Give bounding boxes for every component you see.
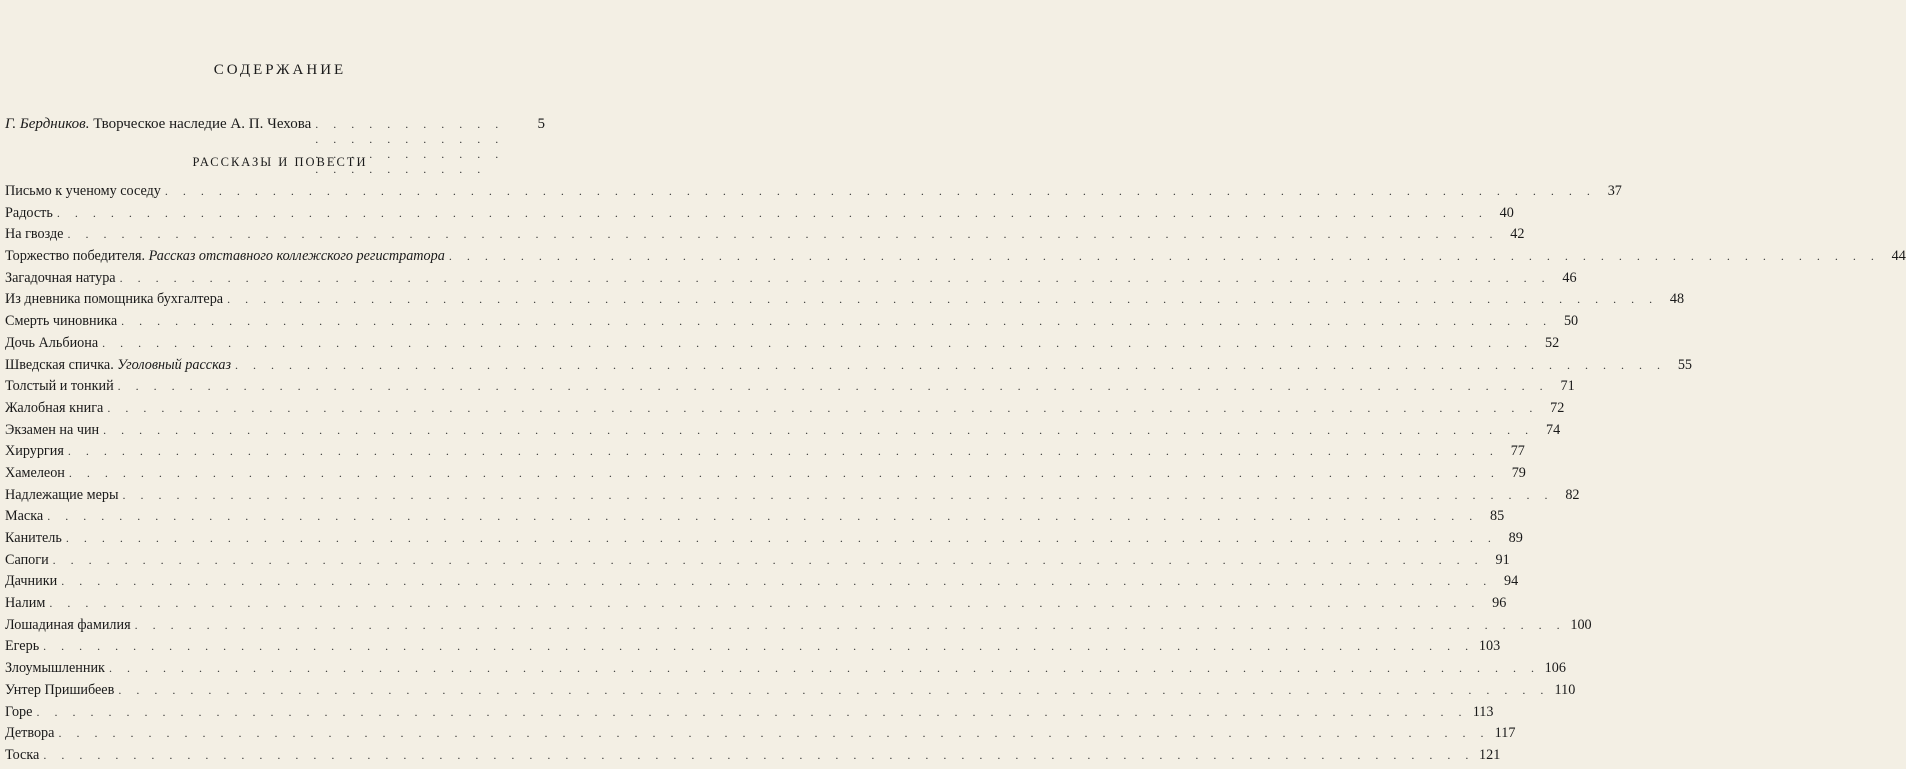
leader-dots: . . . . . . . . . . . . . . . . . . . . . . . . . . . . . . . . . . . . . . . . . . . . . . . . . . . . . . . . . . . . . . . . . . . . . . . . . . . . . . . .	[448, 249, 1880, 264]
intro-title: Творческое наследие А. П. Чехова	[93, 116, 312, 132]
leader-dots: . . . . . . . . . . . . . . . . . . . . . . . . . . . . . . . . . . . . . . . . . . . . . . . . . . . . . . . . . . . . . . . . . . . . . . . . . . . . . . . .	[102, 335, 1534, 350]
toc-entry[interactable]	[5, 725, 1516, 747]
leader-dots: . . . . . . . . . . . . . . . . . . . . . . . . . . . . . . . . . . . . . . . . . . . . . . . . . . . . . . . . . . . . . . . . . . . . . . . . . . . . . . . .	[68, 465, 1500, 480]
leader-dots: . . . . . . . . . . . . . . . . . . . . . . . . . . . . . . . . . . . . . . . . . . . . . . . . . . . . . . . . . . . . . . . . . . . . . . . . . . . . . . . .	[36, 704, 1468, 719]
toc-entry[interactable]	[5, 703, 1494, 726]
toc-entry-page-number: 110	[1554, 681, 1576, 698]
toc-entry-page-number: 44	[1891, 248, 1906, 265]
toc-entry-title: Радость	[5, 204, 53, 221]
toc-entry[interactable]	[5, 313, 1579, 335]
toc-entry-title: Письмо к ученому соседу	[5, 183, 161, 199]
toc-entry-label	[5, 248, 445, 265]
toc-entry-label	[5, 335, 98, 352]
intro-label	[5, 116, 311, 133]
toc-entry-page-number: 103	[1478, 638, 1501, 655]
toc-entry[interactable]	[5, 638, 1501, 660]
leader-dots: . . . . . . . . . . . . . . . . . . . . . . . . . . . . . . . . . . . . . . . . . . . . . . . . . . . . . . . . . . . . . . . . . . . . . . . . . . . . . . . .	[47, 509, 1479, 524]
toc-entry-page-number: 113	[1472, 703, 1494, 720]
toc-entry-page-number: 121	[1479, 746, 1501, 763]
toc-entry-page-number: 48	[1669, 291, 1685, 308]
toc-entry-title: Канитель	[5, 530, 62, 546]
toc-entry-page-number: 94	[1504, 573, 1519, 590]
toc-entry-title: На гвозде	[5, 226, 64, 243]
toc-entry-label	[5, 682, 114, 699]
toc-entry[interactable]	[5, 660, 1566, 682]
leader-dots: . . . . . . . . . . . . . . . . . . . . . . . . . . . . . . . . . . . . . . . . . . . . . . . . . . . . . . . . . . . . . . . . . . . . . . . . . . . . . . . .	[119, 270, 1551, 285]
toc-entry-title: Экзамен на чин	[5, 421, 100, 438]
toc-entry[interactable]	[5, 248, 1906, 270]
toc-entry-label	[5, 422, 99, 439]
toc-entry-label	[5, 400, 103, 417]
leader-dots: . . . . . . . . . . . . . . . . . . . . . . . . . . . . . . . . . . . . . . . . . . . . . . . . . . . . . . . . . . . . . . . . . . . . . . . . . . . . . . . .	[103, 422, 1535, 437]
toc-entry-label	[5, 487, 119, 504]
toc-entry[interactable]	[5, 399, 1565, 422]
leader-dots: . . . . . . . . . . . . . . . . . . . . . . . . . . . . . . . . . . . . . . . . . . . . . . . . . . . . . . . . . . . . . . . . . . . . . . . . . . . . . . . .	[117, 379, 1549, 394]
toc-entry[interactable]	[5, 334, 1560, 357]
toc-entry-label	[5, 465, 65, 482]
toc-entry-page-number: 72	[1550, 399, 1565, 416]
toc-entry-page-number: 91	[1495, 551, 1510, 568]
toc-entry-title: Сапоги	[5, 551, 49, 568]
toc-entry-label	[5, 183, 161, 200]
leader-dots: . . . . . . . . . . . . . . . . . . . . . . . . . . . . . . . . . . . . . . . . . . . . . . . . . . . . . . . . . . . . . . . . . . . . . . . . . . . . . . . .	[67, 227, 1499, 242]
toc-entry[interactable]	[5, 378, 1575, 400]
leader-dots: . . . . . . . . . . . . . . . . . . . . . . . . . . . . . . . . . . . . . . . . . . . . . . . . . . . . . . . . . . . . . . . . . . . . . . . . . . . . . . . .	[43, 639, 1475, 654]
leader-dots: . . . . . . . . . . . . . . . . . . . . . . . . . . . . . . . . . . . . . . . . . . . . . . . . . . . . . . . . . . . . . . . . . . . . . . . . . . . . . . . .	[65, 531, 1497, 545]
toc-entry-title: Надлежащие меры	[5, 486, 119, 503]
toc-entry-page-number: 100	[1570, 616, 1592, 633]
toc-entry[interactable]	[5, 464, 1526, 487]
toc-entry-page-number: 106	[1544, 660, 1566, 677]
toc-entry-label	[5, 725, 54, 742]
toc-entry-page-number: 82	[1565, 486, 1580, 503]
leader-dots: . . . . . . . . . . . . . . . . . . . . . . . . . . . . . . . . . . . . . . . . . . . . . . . . . . . . . . . . . . . . . . . . . . . . . . . . . . . . . . . .	[121, 314, 1553, 329]
toc-entry-page-number: 96	[1492, 595, 1507, 612]
toc-entry[interactable]	[5, 681, 1576, 704]
section-title: РАССКАЗЫ И ПОВЕСТИ	[192, 155, 368, 169]
toc-entry-title: Толстый и тонкий	[5, 378, 114, 395]
leader-dots: . . . . . . . . . . . . . . . . . . . . . . . . . . . . . . . . . . . . . . . . . . . . . . . . . . . . . . . . . . . . . . . . . . . . . . . . . . . . . . . .	[134, 617, 1566, 632]
toc-entry[interactable]	[5, 508, 1505, 530]
toc-entry-label	[5, 747, 39, 764]
leader-dots: . . . . . . . . . . . . . . . . . . . . . . . . . . . . . . . . . . . . . . . . . . . . . . . . . . . . . . . . . . . . . . . . . . . . . . . . . . . . . . . .	[108, 661, 1540, 676]
toc-entry-label	[5, 704, 32, 721]
toc-entry-page-number: 79	[1511, 464, 1526, 481]
toc-entry[interactable]	[5, 204, 1514, 227]
toc-entry-page-number: 37	[1607, 183, 1622, 199]
leader-dots: . . . . . . . . . . . . . . . . . . . . . . . . . . . . . . . . . . . . . . . . . . . . . . . . . . . . . . . . . . . . . . . . . . . . . . . . . . . . . . . .	[61, 574, 1493, 589]
toc-entry-page-number: 40	[1499, 204, 1514, 221]
toc-entry-page-number: 85	[1490, 508, 1505, 525]
toc-entry-page-number: 50	[1563, 313, 1579, 330]
toc-entry-title: Загадочная натура	[5, 269, 116, 286]
toc-entry-label	[5, 443, 64, 460]
toc-entry-page-number: 117	[1494, 725, 1516, 742]
leader-dots: . . . . . . . . . . . . . . . . . . . . . . . . . . . . . . . . . . . . . . . . . . . . . . . . . . . . . . . . . . . . . . . . . . . . . . . . . . . . . . . .	[164, 184, 1596, 198]
toc-entry-title: Жалобная книга	[5, 399, 104, 416]
toc-entry-title: Маска	[5, 508, 44, 525]
toc-entry-page-number: 77	[1510, 443, 1525, 460]
toc-entry-label	[5, 508, 43, 525]
toc-entry-label	[5, 617, 131, 634]
intro-author: Г. Бердников.	[5, 116, 90, 132]
leader-dots: . . . . . . . . . . . . . . . . . . . . . . . . . . . . . . . . . . . . . . . . . . . . . . . . . . . . . . . . . . . . . . . . . . . . . . . . . . . . . . . .	[52, 552, 1484, 567]
toc-entry-title: Егерь	[5, 638, 40, 655]
toc-entry-page-number: 71	[1560, 378, 1575, 395]
toc-entry-label	[5, 660, 105, 677]
toc-entry-page-number: 46	[1562, 269, 1577, 286]
toc-entry-label	[5, 226, 63, 243]
toc-entry-label	[5, 552, 49, 569]
toc-entry-title: Из дневника помощника бухгалтера	[5, 291, 224, 308]
toc-entry[interactable]	[5, 356, 1693, 379]
toc-entry-subtitle: Уголовный рассказ	[117, 356, 232, 373]
toc-entry-title: Хамелеон	[5, 464, 65, 481]
toc-entry-title: Унтер Пришибеев	[5, 681, 115, 698]
leader-dots: . . . . . . . . . . . . . . . . . . . . . . . . . . . . . . . . . . . . . . . . . . .	[315, 117, 505, 176]
toc-entry-page-number: 74	[1545, 421, 1561, 438]
toc-entry-page-number: 52	[1544, 334, 1560, 351]
toc-entry-title: Смерть чиновника	[5, 313, 118, 330]
leader-dots: . . . . . . . . . . . . . . . . . . . . . . . . . . . . . . . . . . . . . . . . . . . . . . . . . . . . . . . . . . . . . . . . . . . . . . . . . . . . . . . .	[235, 357, 1667, 372]
toc-entry[interactable]	[5, 226, 1525, 248]
toc-entry[interactable]	[5, 746, 1501, 769]
toc-entry-subtitle: Рассказ отставного коллежского регистратора	[148, 248, 445, 265]
toc-entry[interactable]	[5, 291, 1685, 313]
toc-entry-title: Тоска	[5, 746, 40, 763]
toc-entry-title: Горе	[5, 703, 33, 720]
toc-entry-label	[5, 291, 223, 308]
toc-entry-label	[5, 378, 114, 395]
page-title: СОДЕРЖАНИЕ	[213, 62, 347, 78]
toc-entry-label	[5, 573, 57, 590]
toc-entry-label	[5, 530, 62, 547]
toc-entry[interactable]	[5, 421, 1561, 444]
toc-entry-title: Детвора	[5, 725, 55, 742]
toc-entry[interactable]	[5, 530, 1523, 552]
leader-dots: . . . . . . . . . . . . . . . . . . . . . . . . . . . . . . . . . . . . . . . . . . . . . . . . . . . . . . . . . . . . . . . . . . . . . . . . . . . . . . . .	[67, 444, 1499, 459]
toc-list	[5, 183, 1906, 769]
toc-entry-page-number: 89	[1508, 530, 1523, 546]
leader-dots: . . . . . . . . . . . . . . . . . . . . . . . . . . . . . . . . . . . . . . . . . . . . . . . . . . . . . . . . . . . . . . . . . . . . . . . . . . . . . . . .	[43, 747, 1475, 762]
toc-entry[interactable]	[5, 269, 1577, 292]
toc-entry[interactable]	[5, 183, 1622, 205]
toc-entry-title: Хирургия	[5, 443, 64, 460]
toc-entry[interactable]	[5, 616, 1592, 639]
toc-entry[interactable]	[5, 443, 1525, 465]
toc-entry-page-number: 55	[1677, 356, 1693, 373]
toc-entry-title: Налим	[5, 595, 46, 612]
toc-entry-title: Злоумышленник	[5, 660, 105, 677]
toc-entry-label	[5, 205, 53, 222]
leader-dots: . . . . . . . . . . . . . . . . . . . . . . . . . . . . . . . . . . . . . . . . . . . . . . . . . . . . . . . . . . . . . . . . . . . . . . . . . . . . . . . .	[107, 400, 1539, 415]
leader-dots: . . . . . . . . . . . . . . . . . . . . . . . . . . . . . . . . . . . . . . . . . . . . . . . . . . . . . . . . . . . . . . . . . . . . . . . . . . . . . . . .	[227, 292, 1659, 307]
toc-entry[interactable]	[5, 551, 1510, 574]
intro-page-number: 5	[537, 116, 545, 132]
toc-entry-page-number: 42	[1510, 226, 1525, 243]
toc-entry-label	[5, 270, 116, 287]
leader-dots: . . . . . . . . . . . . . . . . . . . . . . . . . . . . . . . . . . . . . . . . . . . . . . . . . . . . . . . . . . . . . . . . . . . . . . . . . . . . . . . .	[56, 205, 1488, 220]
leader-dots: . . . . . . . . . . . . . . . . . . . . . . . . . . . . . . . . . . . . . . . . . . . . . . . . . . . . . . . . . . . . . . . . . . . . . . . . . . . . . . . .	[49, 596, 1481, 611]
leader-dots: . . . . . . . . . . . . . . . . . . . . . . . . . . . . . . . . . . . . . . . . . . . . . . . . . . . . . . . . . . . . . . . . . . . . . . . . . . . . . . . .	[122, 487, 1554, 502]
toc-entry-title: Лошадиная фамилия	[5, 616, 131, 633]
toc-entry[interactable]	[5, 595, 1507, 617]
toc-entry[interactable]	[5, 486, 1580, 509]
toc-entry-title: Шведская спичка.	[5, 356, 114, 373]
toc-entry-label	[5, 357, 231, 374]
toc-entry[interactable]	[5, 573, 1519, 595]
toc-entry-label	[5, 313, 117, 330]
leader-dots: . . . . . . . . . . . . . . . . . . . . . . . . . . . . . . . . . . . . . . . . . . . . . . . . . . . . . . . . . . . . . . . . . . . . . . . . . . . . . . . .	[58, 726, 1490, 741]
toc-entry-title: Дачники	[5, 573, 58, 590]
toc-entry-title: Торжество победителя.	[5, 248, 146, 265]
toc-entry-title: Дочь Альбиона	[5, 334, 99, 351]
toc-entry-label	[5, 638, 39, 655]
toc-entry-label	[5, 595, 45, 612]
leader-dots: . . . . . . . . . . . . . . . . . . . . . . . . . . . . . . . . . . . . . . . . . . . . . . . . . . . . . . . . . . . . . . . . . . . . . . . . . . . . . . . .	[118, 682, 1550, 697]
